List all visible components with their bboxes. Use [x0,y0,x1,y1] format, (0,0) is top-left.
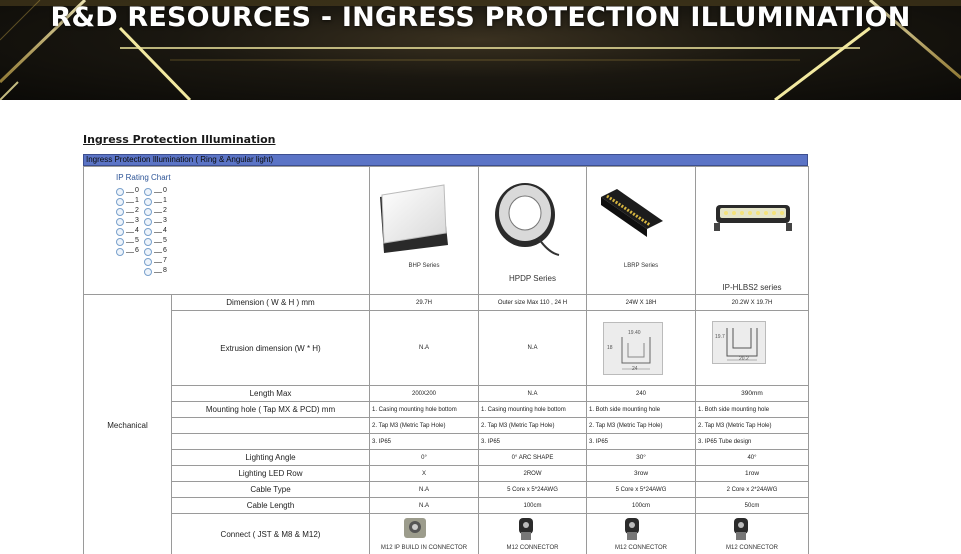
dimension-note: 19.40 [628,330,641,336]
row-label: Extrusion dimension (W * H) [172,311,370,386]
ip-solid-symbol-icon [116,218,124,226]
ip-liquid-symbol-icon [144,188,152,196]
cell-value: 200X200 [370,386,479,402]
cell-value: 2. Tap M3 (Metric Tap Hole) [587,418,696,434]
ip-solid-digit: 2 [135,207,139,214]
connector-label: M12 CONNECTOR [615,545,667,551]
ip-chart-line [154,202,162,203]
cell-value: 5 Core x 5*24AWG [479,482,587,498]
cell-value: 0° [370,450,479,466]
cell-value: N.A [370,311,479,386]
ip-chart-line [126,232,134,233]
cell-value: 1. Both side mounting hole [587,402,696,418]
table-row [84,295,809,311]
ip-liquid-digit: 0 [163,187,167,194]
connector-cell [696,514,809,554]
ip-solid-symbol-icon [116,198,124,206]
ip-chart-line [154,212,162,213]
connector-cell [479,514,587,554]
product-cell-lbrp [587,167,696,295]
cell-value: 3. IP65 [587,434,696,450]
ip-liquid-digit: 1 [163,197,167,204]
ip-chart-line [154,262,162,263]
table-row [84,514,809,554]
ip-liquid-symbol-icon [144,258,152,266]
extrusion-drawing-hlbs2 [712,321,766,364]
row-label: Length Max [172,386,370,402]
dimension-note: 20.2 [739,356,749,362]
row-label: Lighting LED Row [172,466,370,482]
cell-value: 2. Tap M3 (Metric Tap Hole) [696,418,809,434]
ip-liquid-symbol-icon [144,218,152,226]
ip-liquid-digit: 4 [163,227,167,234]
ip-liquid-symbol-icon [144,268,152,276]
table-row [84,167,809,295]
ip-solid-symbol-icon [116,208,124,216]
ip-chart-line [154,192,162,193]
cell-value: 1. Both side mounting hole [696,402,809,418]
ip-solid-digit: 4 [135,227,139,234]
cell-value: 2. Tap M3 (Metric Tap Hole) [479,418,587,434]
cell-value: X [370,466,479,482]
cell-value: 390mm [696,386,809,402]
product-cell-bhp [370,167,479,295]
cell-value: 40° [696,450,809,466]
ip-solid-digit: 5 [135,237,139,244]
ip-solid-symbol-icon [116,248,124,256]
product-cell-hlbs2 [696,167,809,295]
table-row [84,386,809,402]
row-label-empty [172,418,370,434]
row-label: Connect ( JST & M8 & M12) [172,514,370,554]
table-row [84,498,809,514]
ip-chart-line [126,252,134,253]
ip-solid-symbol-icon [116,238,124,246]
ip-liquid-digit: 3 [163,217,167,224]
ip-chart-title: IP Rating Chart [116,173,171,182]
ip-chart-line [154,242,162,243]
cell-value: 240 [587,386,696,402]
dimension-note: 18 [607,345,613,351]
cell-value: 1. Casing mounting hole bottom [370,402,479,418]
table-row [84,434,809,450]
ip-solid-symbol-icon [116,228,124,236]
product-series-label: BHP Series [408,263,440,269]
page-title: R&D RESOURCES - INGRESS PROTECTION ILLUMINATION [50,2,911,33]
spec-table [83,166,809,554]
dimension-note: 19.7 [715,334,725,340]
cell-value: 100cm [479,498,587,514]
cell-value: N.A [479,386,587,402]
ip-solid-digit: 3 [135,217,139,224]
cell-value: N.A [370,482,479,498]
cell-value: 30° [587,450,696,466]
ip-chart-line [154,232,162,233]
table-row [84,466,809,482]
extrusion-drawing-lbrp [603,322,663,375]
group-label-mechanical: Mechanical [84,295,172,554]
extrusion-drawing-cell [696,311,809,386]
table-row [84,482,809,498]
ip-chart-line [126,222,134,223]
ip-liquid-digit: 5 [163,237,167,244]
table-row [84,311,809,386]
square-backlight-image [370,167,479,295]
ip-chart-line [126,202,134,203]
cell-value: 100cm [587,498,696,514]
cell-value: 3row [587,466,696,482]
ip-liquid-symbol-icon [144,208,152,216]
row-label: Mounting hole ( Tap MX & PCD) mm [172,402,370,418]
ip-chart-line [154,272,162,273]
product-cell-hpdp [479,167,587,295]
cell-value: 5 Core x 5*24AWG [587,482,696,498]
bar-light-image [587,167,696,295]
ip-chart-line [126,212,134,213]
connector-label: M12 CONNECTOR [506,545,559,551]
table-row [84,402,809,418]
row-label: Lighting Angle [172,450,370,466]
connector-label: M12 IP BUILD IN CONNECTOR [380,545,468,551]
dimension-note: 24 [632,366,638,372]
ip-rating-chart-cell [84,167,370,295]
ip-liquid-symbol-icon [144,248,152,256]
cell-value: N.A [370,498,479,514]
ip-liquid-digit: 2 [163,207,167,214]
cell-value: 2. Tap M3 (Metric Tap Hole) [370,418,479,434]
ip-solid-symbol-icon [116,188,124,196]
cell-value: 3. IP65 [479,434,587,450]
table-banner: Ingress Protection Illumination ( Ring & Angular light) [83,154,808,166]
extrusion-drawing-cell [587,311,696,386]
cell-value: 2ROW [479,466,587,482]
ip-liquid-digit: 7 [163,257,167,264]
cell-value: 20.2W X 19.7H [696,295,809,311]
ip-chart-line [154,222,162,223]
cell-value: 50cm [696,498,809,514]
product-series-label: HPDP Series [509,274,556,283]
hero-banner [0,0,961,100]
ip-liquid-digit: 8 [163,267,167,274]
row-label: Cable Type [172,482,370,498]
ip-liquid-symbol-icon [144,228,152,236]
ip-liquid-digit: 6 [163,247,167,254]
ip-chart-line [126,242,134,243]
ip-solid-digit: 6 [135,247,139,254]
connector-cell [370,514,479,554]
connector-label: M12 CONNECTOR [726,545,778,551]
cell-value: 0° ARC SHAPE [479,450,587,466]
connector-cell [587,514,696,554]
cell-value: N.A [479,311,587,386]
ip-liquid-symbol-icon [144,238,152,246]
table-row [84,450,809,466]
section-heading: Ingress Protection Illumination [83,133,276,146]
tube-light-image [696,167,809,295]
row-label: Dimension ( W & H ) mm [172,295,370,311]
product-series-label: IP-HLBS2 series [722,283,782,292]
ip-rating-chart [116,173,170,293]
row-label-empty [172,434,370,450]
cell-value: 29.7H [370,295,479,311]
cell-value: 1. Casing mounting hole bottom [479,402,587,418]
ip-solid-digit: 0 [135,187,139,194]
ip-chart-line [154,252,162,253]
cell-value: Outer size Max 110 , 24 H [479,295,587,311]
ip-solid-digit: 1 [135,197,139,204]
ip-chart-line [126,192,134,193]
cell-value: 3. IP65 [370,434,479,450]
cell-value: 24W X 18H [587,295,696,311]
cell-value: 2 Core x 2*24AWG [696,482,809,498]
cell-value: 3. IP65 Tube design [696,434,809,450]
row-label: Cable Length [172,498,370,514]
ip-liquid-symbol-icon [144,198,152,206]
product-series-label: LBRP Series [623,263,659,269]
cell-value: 1row [696,466,809,482]
table-row [84,418,809,434]
